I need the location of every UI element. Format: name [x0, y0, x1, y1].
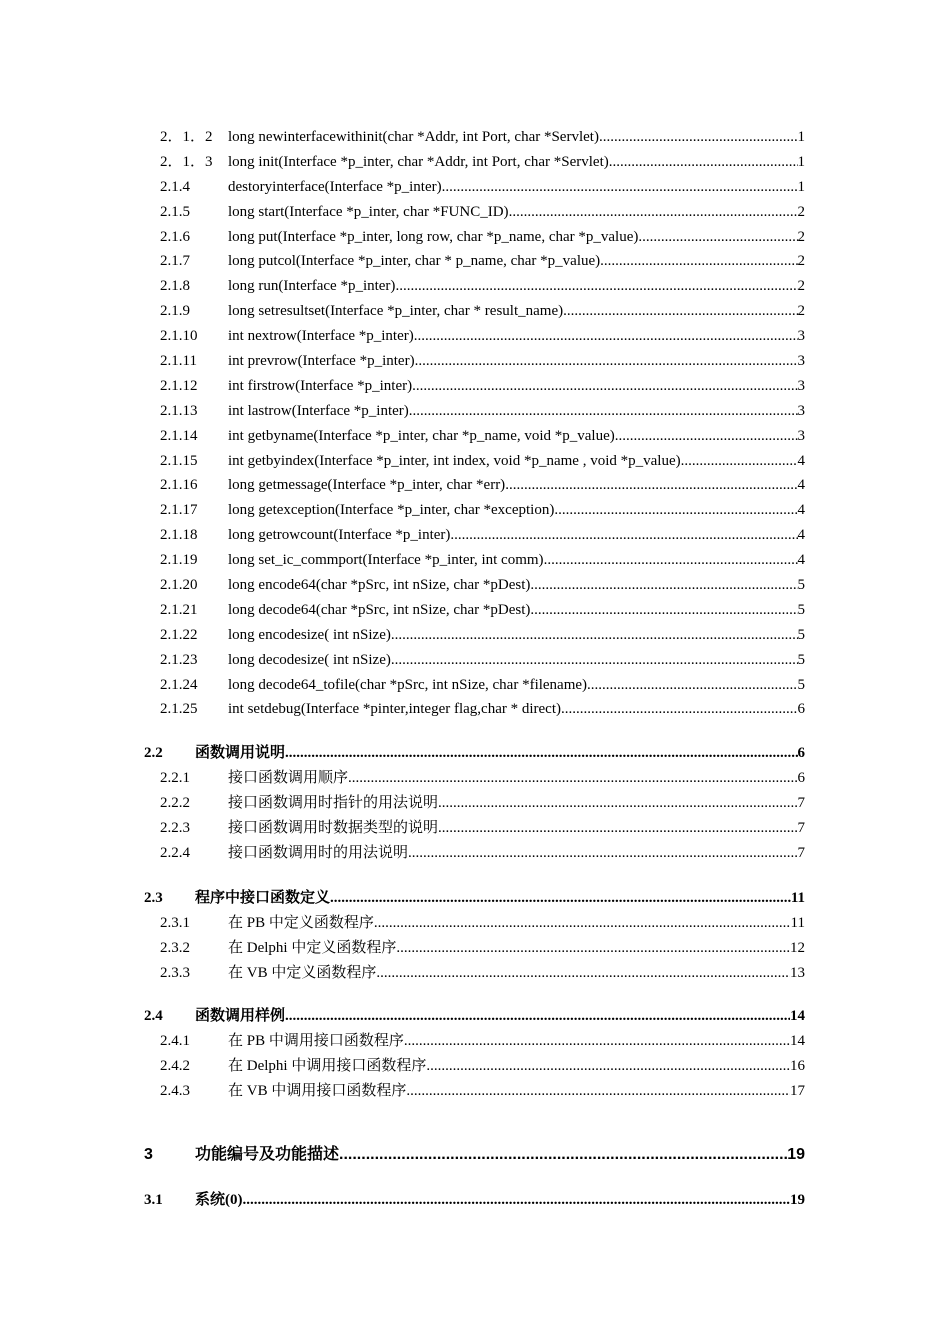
- dot-leader: [530, 573, 797, 598]
- toc-entry-number: 2.1.16: [160, 477, 198, 494]
- toc-entry-page: 5: [797, 651, 805, 668]
- toc-entry-number: 2.2.1: [160, 770, 190, 787]
- dot-leader: [391, 648, 798, 673]
- toc-entry-page: 7: [797, 844, 805, 861]
- toc-entry-number: 2.2.2: [160, 795, 190, 812]
- toc-entry-number: 2.1.9: [160, 303, 190, 320]
- toc-entry-title: 在 PB 中调用接口函数程序: [228, 1033, 404, 1050]
- toc-entry-number: 2.1.18: [160, 527, 198, 544]
- toc-entry[interactable]: [0, 936, 950, 961]
- toc-entry-title: long getmessage(Interface *p_inter, char *err): [228, 477, 506, 494]
- dot-leader: [681, 449, 798, 474]
- dot-leader: [505, 473, 797, 498]
- dot-leader: [395, 274, 797, 299]
- toc-entry-page: 2: [797, 228, 805, 245]
- toc-entry-number: 2.1.7: [160, 253, 190, 270]
- toc-heading[interactable]: [0, 1188, 950, 1213]
- toc-entry-number: 2.1.13: [160, 402, 198, 419]
- toc-entry-page: 2: [797, 303, 805, 320]
- toc-entry-page: 2: [797, 203, 805, 220]
- toc-entry-number: 2.1.19: [160, 552, 198, 569]
- dot-leader: [554, 498, 797, 523]
- toc-entry-title: long run(Interface *p_inter): [228, 278, 396, 295]
- dot-leader: [615, 424, 798, 449]
- toc-entry-title: destoryinterface(Interface *p_inter): [228, 178, 442, 195]
- toc-entry-page: 4: [797, 477, 805, 494]
- toc-heading-page: 11: [790, 889, 805, 906]
- toc-entry[interactable]: [0, 399, 950, 424]
- toc-entry-number: 2.1.21: [160, 601, 198, 618]
- toc-entry[interactable]: [0, 648, 950, 673]
- toc-entry-page: 16: [790, 1058, 805, 1075]
- dot-leader: [376, 961, 790, 986]
- dot-leader: [408, 841, 797, 866]
- toc-entry-title: long encodesize( int nSize): [228, 626, 391, 643]
- toc-entry-title: long decode64_tofile(char *pSrc, int nSize, char *filename): [228, 676, 588, 693]
- dot-leader: [544, 548, 798, 573]
- toc-entry-title: long set_ic_commport(Interface *p_inter, int comm): [228, 552, 544, 569]
- toc-entry[interactable]: [0, 473, 950, 498]
- toc-entry[interactable]: [0, 523, 950, 548]
- section-spacer: [0, 985, 950, 1004]
- toc-heading-page: 19: [790, 1191, 805, 1208]
- toc-entry-title: long init(Interface *p_inter, char *Addr, int Port, char *Servlet): [228, 153, 609, 170]
- section-spacer: [0, 1168, 950, 1188]
- toc-entry[interactable]: [0, 841, 950, 866]
- toc-entry-title: 在 Delphi 中定义函数程序: [228, 939, 397, 956]
- dot-leader: [374, 911, 791, 936]
- toc-entry-title: int nextrow(Interface *p_inter): [228, 328, 414, 345]
- toc-heading[interactable]: [0, 886, 950, 911]
- toc-entry-page: 2: [797, 278, 805, 295]
- toc-entry-number: 2.1.10: [160, 328, 198, 345]
- toc-entry[interactable]: [0, 249, 950, 274]
- toc-entry[interactable]: [0, 449, 950, 474]
- dot-leader: [438, 816, 797, 841]
- toc-entry[interactable]: [0, 175, 950, 200]
- toc-entry-number: 2.1.5: [160, 203, 190, 220]
- toc-entry[interactable]: [0, 299, 950, 324]
- dot-leader: [442, 175, 798, 200]
- toc-entry-page: 3: [797, 427, 805, 444]
- toc-entry-page: 5: [797, 626, 805, 643]
- toc-entry-title: int setdebug(Interface *pinter,integer flag,char * direct): [228, 701, 561, 718]
- dot-leader: [339, 1143, 787, 1168]
- toc-entry-title: 在 PB 中定义函数程序: [228, 914, 374, 931]
- toc-entry[interactable]: [0, 911, 950, 936]
- toc-heading[interactable]: [0, 741, 950, 766]
- toc-entry[interactable]: [0, 623, 950, 648]
- dot-leader: [561, 697, 798, 722]
- toc-entry-number: 2.1.17: [160, 502, 198, 519]
- dot-leader: [415, 349, 798, 374]
- dot-leader: [243, 1188, 791, 1213]
- toc-entry-number: 2.1.23: [160, 651, 198, 668]
- toc-entry-page: 3: [797, 353, 805, 370]
- toc-heading-page: 6: [797, 745, 805, 762]
- toc-heading-title: 函数调用样例: [195, 1008, 286, 1025]
- dot-leader: [450, 523, 797, 548]
- toc-entry-page: 1: [797, 178, 805, 195]
- toc-heading-number: 3.1: [144, 1191, 163, 1208]
- dot-leader: [587, 673, 797, 698]
- toc-entry-page: 6: [797, 701, 805, 718]
- section-spacer: [0, 1124, 950, 1143]
- toc-entry-number: 2.4.3: [160, 1083, 190, 1100]
- toc-chapter-title: 功能编号及功能描述: [195, 1145, 340, 1163]
- toc-entry-title: long getrowcount(Interface *p_inter): [228, 527, 451, 544]
- toc-entry-number: 2.1.4: [160, 178, 190, 195]
- toc-entry-page: 1: [797, 153, 805, 170]
- toc-entry-title: long getexception(Interface *p_inter, char *exception): [228, 502, 555, 519]
- toc-entry-page: 5: [797, 577, 805, 594]
- toc-entry-number: 2.1.20: [160, 577, 198, 594]
- toc-entry-page: 17: [790, 1083, 805, 1100]
- toc-chapter[interactable]: [0, 1143, 950, 1168]
- dot-leader: [285, 1004, 790, 1029]
- toc-entry-title: int firstrow(Interface *p_inter): [228, 377, 413, 394]
- toc-entry-page: 2: [797, 253, 805, 270]
- toc-chapter-number: 3: [144, 1145, 153, 1163]
- toc-entry-page: 14: [790, 1033, 805, 1050]
- dot-leader: [563, 299, 797, 324]
- toc-entry[interactable]: [0, 349, 950, 374]
- toc-entry[interactable]: [0, 673, 950, 698]
- dot-leader: [412, 374, 797, 399]
- toc-entry-title: 接口函数调用时数据类型的说明: [228, 820, 439, 837]
- toc-entry-number: 2.3.3: [160, 964, 190, 981]
- toc-entry-number: 2.2.3: [160, 820, 190, 837]
- dot-leader: [414, 324, 798, 349]
- toc-entry-page: 5: [797, 601, 805, 618]
- toc-entry-page: 3: [797, 402, 805, 419]
- toc-entry-page: 4: [797, 552, 805, 569]
- toc-entry-page: 5: [797, 676, 805, 693]
- toc-entry[interactable]: [0, 125, 950, 150]
- toc-heading-title: 函数调用说明: [195, 745, 286, 762]
- dot-leader: [404, 1029, 790, 1054]
- dot-leader: [609, 150, 798, 175]
- dot-leader: [600, 249, 797, 274]
- toc-entry-page: 3: [797, 377, 805, 394]
- toc-entry[interactable]: [0, 791, 950, 816]
- toc-entry-number: 2.1.6: [160, 228, 190, 245]
- toc-entry[interactable]: [0, 225, 950, 250]
- toc-entry[interactable]: [0, 374, 950, 399]
- toc-entry[interactable]: [0, 1029, 950, 1054]
- toc-entry[interactable]: [0, 1054, 950, 1079]
- toc-entry[interactable]: [0, 961, 950, 986]
- toc-entry[interactable]: [0, 200, 950, 225]
- toc-entry-page: 4: [797, 502, 805, 519]
- toc-heading-number: 2.2: [144, 745, 163, 762]
- dot-leader: [509, 200, 798, 225]
- toc-entry-number: 2.1.12: [160, 377, 198, 394]
- dot-leader: [285, 741, 797, 766]
- toc-entry[interactable]: [0, 274, 950, 299]
- toc-entry[interactable]: [0, 498, 950, 523]
- toc-entry[interactable]: [0, 598, 950, 623]
- toc-heading-title: 程序中接口函数定义: [195, 889, 331, 906]
- toc-entry-title: 接口函数调用顺序: [228, 770, 349, 787]
- toc-chapter-page: 19: [787, 1145, 805, 1163]
- toc-entry-title: 接口函数调用时指针的用法说明: [228, 795, 439, 812]
- toc-entry[interactable]: [0, 548, 950, 573]
- toc-entry-title: long decode64(char *pSrc, int nSize, char *pDest): [228, 601, 531, 618]
- toc-entry-number: 2.1.14: [160, 427, 198, 444]
- toc-entry-title: int getbyindex(Interface *p_inter, int index, void *p_name , void *p_value): [228, 452, 681, 469]
- toc-entry-page: 12: [790, 939, 805, 956]
- toc-entry-number: 2.4.2: [160, 1058, 190, 1075]
- dot-leader: [438, 791, 797, 816]
- toc-entry-title: long decodesize( int nSize): [228, 651, 391, 668]
- toc-entry-page: 6: [797, 770, 805, 787]
- toc-entry-page: 4: [797, 527, 805, 544]
- toc-entry-page: 13: [790, 964, 805, 981]
- section-spacer: [0, 866, 950, 886]
- toc-heading-page: 14: [790, 1008, 805, 1025]
- dot-leader: [409, 399, 798, 424]
- toc-entry-title: long setresultset(Interface *p_inter, char * result_name): [228, 303, 564, 320]
- toc-entry[interactable]: [0, 324, 950, 349]
- dot-leader: [391, 623, 798, 648]
- toc-entry-number: 2.1.25: [160, 701, 198, 718]
- toc-entry[interactable]: [0, 573, 950, 598]
- toc-entry-title: 在 VB 中定义函数程序: [228, 964, 377, 981]
- toc-entry[interactable]: [0, 766, 950, 791]
- table-of-contents: [0, 125, 950, 1213]
- toc-entry-title: int prevrow(Interface *p_inter): [228, 353, 415, 370]
- toc-entry-page: 4: [797, 452, 805, 469]
- toc-entry-number: 2．1．2: [160, 129, 213, 145]
- toc-entry-number: 2.3.2: [160, 939, 190, 956]
- toc-entry-page: 7: [797, 820, 805, 837]
- dot-leader: [396, 936, 790, 961]
- toc-entry-page: 1: [797, 129, 805, 145]
- toc-entry-page: 11: [790, 914, 805, 931]
- toc-entry-number: 2.1.22: [160, 626, 198, 643]
- toc-entry-number: 2.1.24: [160, 676, 198, 693]
- dot-leader: [638, 225, 797, 250]
- toc-entry-number: 2.1.15: [160, 452, 198, 469]
- toc-entry-number: 2.3.1: [160, 914, 190, 931]
- toc-entry[interactable]: [0, 424, 950, 449]
- toc-heading-number: 2.4: [144, 1008, 163, 1025]
- dot-leader: [348, 766, 797, 791]
- toc-entry-title: 接口函数调用时的用法说明: [228, 844, 409, 861]
- toc-entry-title: int lastrow(Interface *p_inter): [228, 402, 409, 419]
- toc-entry-title: 在 VB 中调用接口函数程序: [228, 1083, 407, 1100]
- toc-entry-title: 在 Delphi 中调用接口函数程序: [228, 1058, 427, 1075]
- toc-entry[interactable]: [0, 697, 950, 722]
- toc-heading-title: 系统(0): [195, 1191, 243, 1208]
- section-spacer: [0, 722, 950, 741]
- dot-leader: [330, 886, 791, 911]
- dot-leader: [406, 1079, 790, 1104]
- toc-entry-title: int getbyname(Interface *p_inter, char *p_name, void *p_value): [228, 427, 615, 444]
- toc-entry[interactable]: [0, 150, 950, 175]
- toc-entry-number: 2.4.1: [160, 1033, 190, 1050]
- toc-entry-number: 2.1.8: [160, 278, 190, 295]
- dot-leader: [599, 125, 798, 150]
- toc-entry-title: long encode64(char *pSrc, int nSize, char *pDest): [228, 577, 531, 594]
- toc-heading-number: 2.3: [144, 889, 163, 906]
- toc-entry-title: long start(Interface *p_inter, char *FUNC_ID): [228, 203, 509, 220]
- toc-entry[interactable]: [0, 1079, 950, 1104]
- toc-entry-page: 3: [797, 328, 805, 345]
- toc-heading[interactable]: [0, 1004, 950, 1029]
- toc-entry-title: long putcol(Interface *p_inter, char * p_name, char *p_value): [228, 253, 601, 270]
- section-spacer: [0, 1104, 950, 1124]
- dot-leader: [426, 1054, 790, 1079]
- toc-entry-number: 2．1．3: [160, 153, 213, 170]
- toc-entry-title: long put(Interface *p_inter, long row, char *p_name, char *p_value): [228, 228, 639, 245]
- toc-entry-title: long newinterfacewithinit(char *Addr, int Port, char *Servlet): [228, 129, 599, 145]
- toc-entry-number: 2.2.4: [160, 844, 190, 861]
- dot-leader: [530, 598, 797, 623]
- toc-entry[interactable]: [0, 816, 950, 841]
- toc-entry-page: 7: [797, 795, 805, 812]
- toc-entry-number: 2.1.11: [160, 353, 197, 370]
